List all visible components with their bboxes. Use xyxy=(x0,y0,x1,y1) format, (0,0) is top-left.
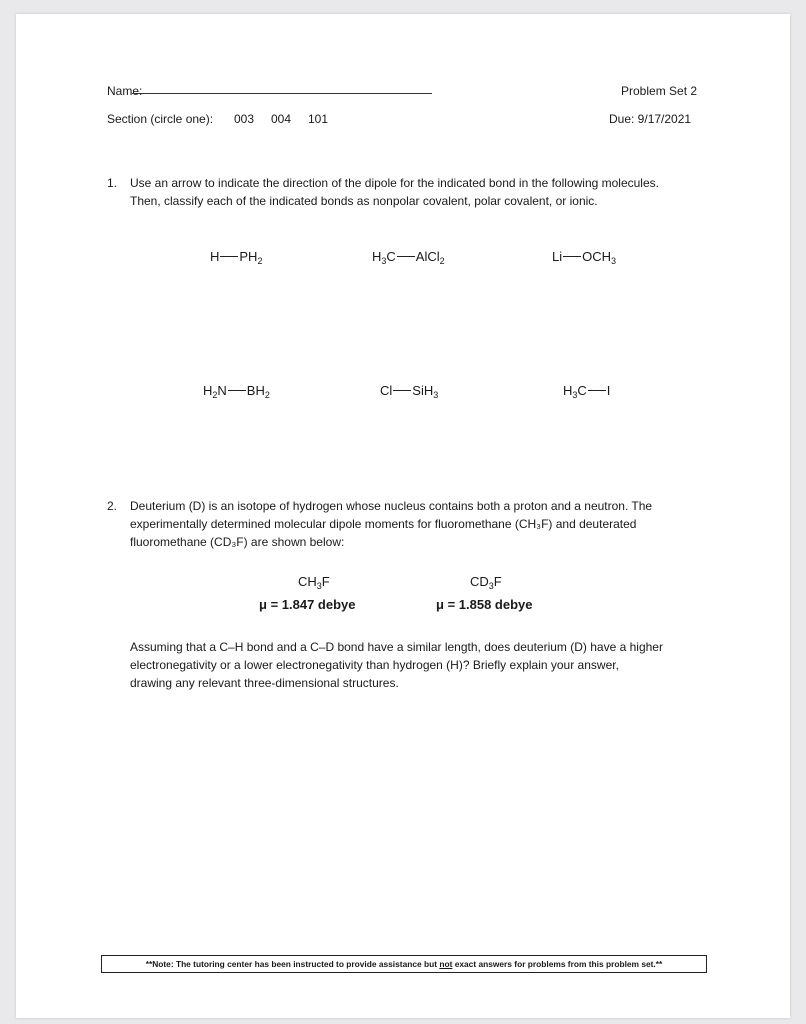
compound-cd3f: $CD_3F$ xyxy=(470,574,502,591)
question-number: 2. xyxy=(107,499,118,513)
question-2 xyxy=(107,497,707,553)
question-2-follow-up xyxy=(130,638,705,694)
name-blank-line xyxy=(132,93,432,94)
name-label: Name: xyxy=(107,84,143,98)
bond-line xyxy=(397,256,415,257)
bond-line xyxy=(228,390,246,391)
molecule-h2n-bh2: $H_2N$ $BH_2$ xyxy=(203,383,270,400)
question-2-line-2: experimentally determined molecular dipole moments for fluoromethane (CH₃F) and deuterated xyxy=(130,517,637,531)
problem-set-title: Problem Set 2 xyxy=(621,84,698,98)
molecule-h3c-alcl2: $H_3C$ AlCl$_2$ xyxy=(372,249,445,266)
dipole-ch3f: μ = 1.847 debye xyxy=(259,597,356,612)
section-option-004: 004 xyxy=(271,112,292,126)
due-date: Due: 9/17/2021 xyxy=(609,112,692,126)
molecule-h3c-i: $H_3C$ I xyxy=(563,383,611,400)
molecule-cl-sih3: Cl SiH$_3$ xyxy=(380,383,439,400)
molecule-li-och3: Li $OCH_3$ xyxy=(552,249,617,266)
section-label: Section (circle one): xyxy=(107,112,214,126)
section-option-101: 101 xyxy=(308,112,329,126)
dipole-cd3f: μ = 1.858 debye xyxy=(436,597,533,612)
tutoring-note: **Note: The tutoring center has been instructed to provide assistance but not exact answers for problems from this problem set.** xyxy=(101,955,707,973)
follow-up-line-2: electronegativity or a lower electronegativity than hydrogen (H)? Briefly explain your answer, xyxy=(130,658,619,672)
question-1-line-1: Use an arrow to indicate the direction of the dipole for the indicated bond in the following molecules. xyxy=(130,176,659,190)
question-2-line-1: Deuterium (D) is an isotope of hydrogen whose nucleus contains both a proton and a neutron. The xyxy=(130,499,653,513)
question-1-line-2: Then, classify each of the indicated bonds as nonpolar covalent, polar covalent, or ionic. xyxy=(130,194,598,208)
follow-up-line-3: drawing any relevant three-dimensional structures. xyxy=(130,676,399,690)
molecule-h-ph2: H $PH_2$ xyxy=(210,249,263,266)
compound-ch3f: $CH_3F$ xyxy=(298,574,330,591)
section-option-003: 003 xyxy=(234,112,255,126)
bond-line xyxy=(220,256,238,257)
follow-up-line-1: Assuming that a C–H bond and a C–D bond have a similar length, does deuterium (D) have a higher xyxy=(130,640,663,654)
question-1 xyxy=(107,174,707,214)
question-number: 1. xyxy=(107,176,118,190)
bond-line xyxy=(588,390,606,391)
question-2-line-3: fluoromethane (CD₃F) are shown below: xyxy=(130,535,345,549)
bond-line xyxy=(563,256,581,257)
bond-line xyxy=(393,390,411,391)
